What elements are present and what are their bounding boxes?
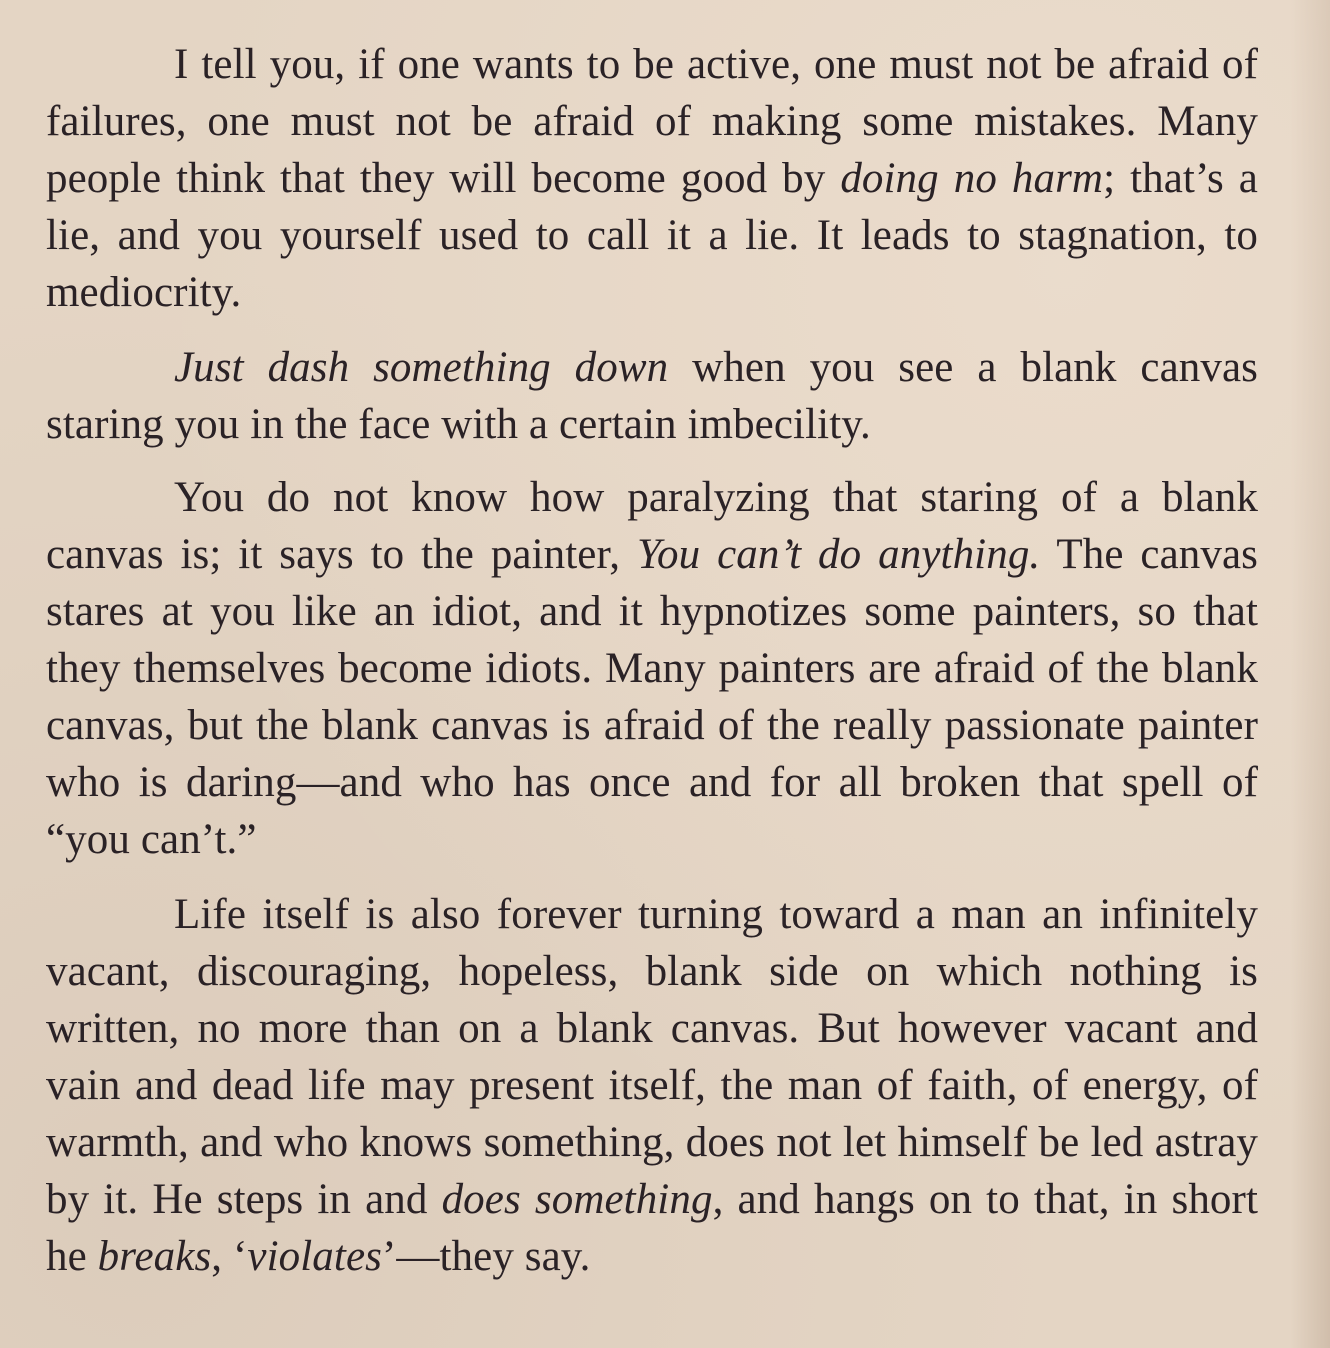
- paragraph-3-text-2: The canvas stares at you like an idiot, and it hypnotizes some painters, so that they themselves become idiots. Many painters are afraid of the blank canvas, but the blank canvas is afraid of the really passionate painter who is daring—and who has once and for all broken that spell of “you can’t.”: [46, 531, 1258, 863]
- paragraph-4-text-1: Life itself is also forever turning toward a man an infinitely vacant, discouraging, hopeless, blank side on which nothing is written, no more than on a blank canvas. But however vacant and vain and dead life may present itself, the man of faith, of energy, of warmth, and who knows something, does not let himself be led astray by it. He steps in and: [46, 891, 1258, 1223]
- paragraph-1-italic-doing-no-harm: doing no harm: [840, 155, 1104, 202]
- paragraph-2-text-1: when you see a blank canvas staring you in the face with a certain imbecility.: [46, 344, 1258, 448]
- paragraph-4: [46, 886, 1258, 1285]
- paragraph-4-text-2: , and hangs on to that, in short he: [46, 1176, 1258, 1280]
- paragraph-4-text-4: ’—they say.: [381, 1233, 591, 1280]
- paragraph-3-text-1: You do not know how paralyzing that staring of a blank canvas is; it says to the painter,: [46, 474, 1258, 578]
- paragraph-3-italic-you-cant: You can’t do anything.: [636, 531, 1041, 578]
- paragraph-1-text-2: ; that’s a lie, and you yourself used to call it a lie. It leads to stagnation, to mediocrity.: [46, 155, 1258, 316]
- paragraph-3: [46, 469, 1258, 868]
- book-page: [46, 36, 1258, 1285]
- paragraph-2-italic-just-dash: Just dash something down: [174, 344, 669, 391]
- paragraph-4-text-3: , ‘: [211, 1233, 248, 1280]
- paragraph-4-italic-does-something: does something: [441, 1176, 713, 1223]
- paragraph-4-italic-breaks: breaks: [97, 1233, 212, 1280]
- paragraph-2: [46, 339, 1258, 453]
- paragraph-1: [46, 36, 1258, 321]
- paragraph-1-text-1: I tell you, if one wants to be active, one must not be afraid of failures, one must not be afraid of making some mistakes. Many people think that they will become good by: [46, 41, 1258, 202]
- paragraph-4-italic-violates: violates: [247, 1233, 382, 1280]
